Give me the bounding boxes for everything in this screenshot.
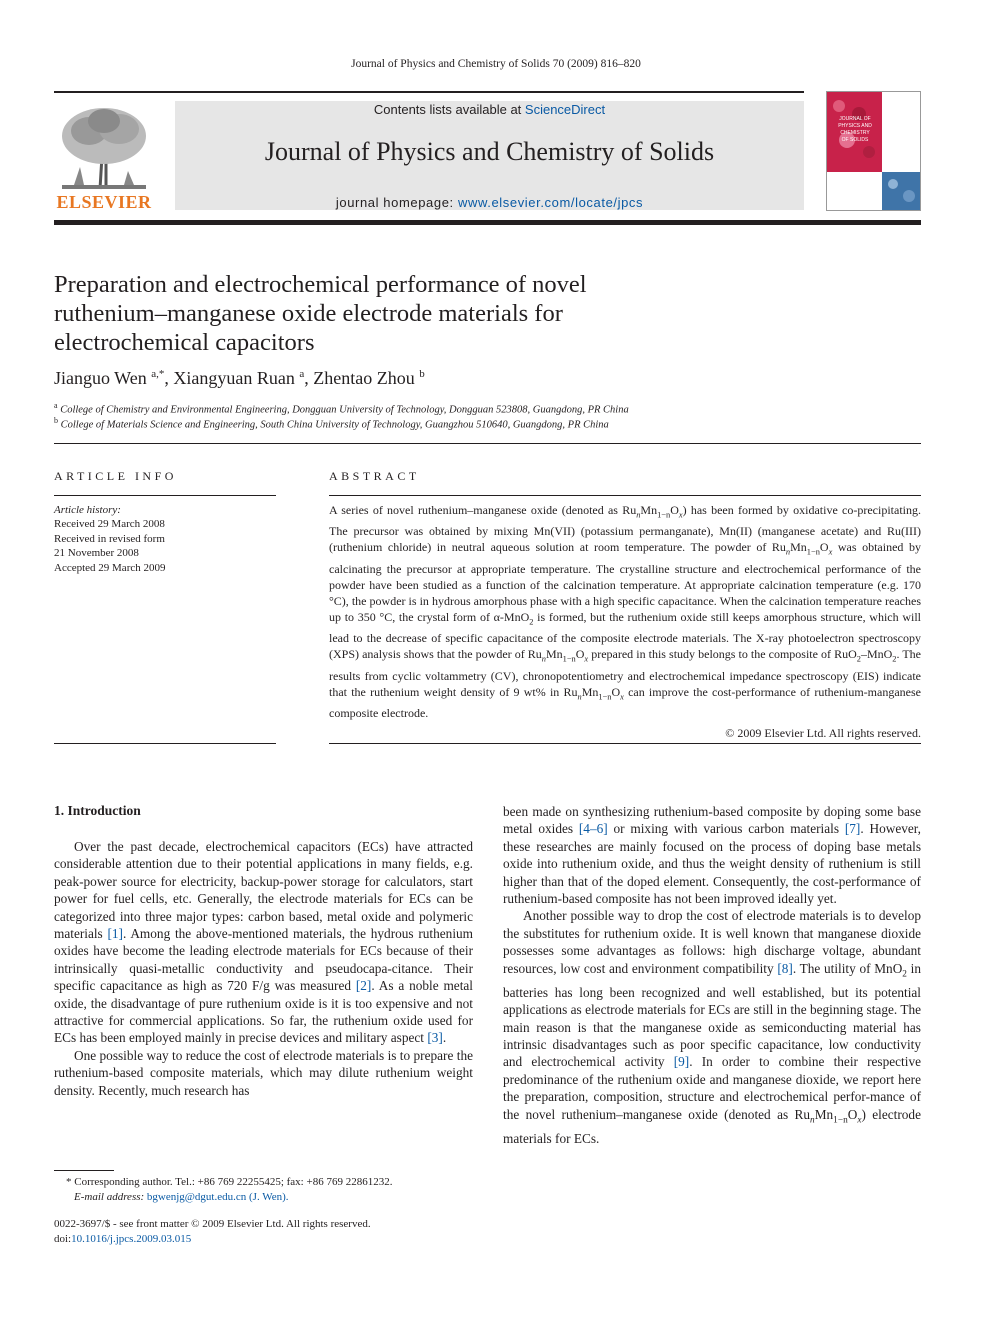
f-mn: Mn — [640, 503, 658, 517]
abstract-seg-7: . The results from cyclic voltammetry (CV), chronopotentiometry and electrochemical impedance spectroscopy (EIS) indicate that the ruthenium weight density of 9 wt% in Ru — [329, 647, 921, 699]
title-line-3: electrochemical capacitors — [54, 329, 315, 356]
cover-text-3: CHEMISTRY — [840, 130, 870, 136]
history-label: Article history: — [54, 504, 121, 516]
article-history — [54, 503, 276, 575]
abstract-heading: ABSTRACT — [329, 469, 420, 483]
sub-2: 2 — [529, 617, 534, 627]
bottom-info — [54, 1217, 484, 1246]
abstract-seg-8: can improve the cost-performance of ruthenium-manganese composite electrode. — [329, 684, 921, 720]
abstract-copyright: © 2009 Elsevier Ltd. All rights reserved. — [725, 726, 921, 740]
f-x: x — [620, 691, 624, 701]
f-1n: 1−n — [806, 547, 820, 557]
history-revised-1: Received in revised form — [54, 532, 165, 545]
affiliation-b-mark: b — [54, 416, 58, 425]
author-1[interactable]: Jianguo Wen — [54, 368, 147, 388]
intro-paragraph-3 — [503, 907, 921, 1147]
author-2[interactable]: Xiangyuan Ruan — [173, 368, 295, 388]
affiliation-b-text: College of Materials Science and Engineering, South China University of Technology, Guangzhou 510640, Guangdong, PR China — [60, 419, 609, 431]
p1-seg-a: Over the past decade, electrochemical capacitors (ECs) have attracted considerable attention due to their potential applications in many fields, e.g. peak-power source for electricity, backup-power storage for calculators, start power for fuel cells, etc. Generally, the electrode materials for ECs can be categorized into three major types: carbon based, metal oxide and polymeric materials — [54, 839, 473, 942]
abstract-bottom-rule — [329, 743, 921, 744]
f-mn: Mn — [545, 647, 563, 662]
journal-title: Journal of Physics and Chemistry of Solids — [264, 137, 715, 166]
history-received: Received 29 March 2008 — [54, 518, 165, 531]
affiliation-b — [54, 416, 854, 431]
f-mn: Mn — [790, 540, 807, 555]
r2-seg-b: . The utility of MnO — [792, 960, 903, 976]
article-info-heading: ARTICLE INFO — [54, 469, 177, 483]
title-line-1: Preparation and electrochemical performance of novel — [54, 271, 587, 298]
f-mn: Mn — [814, 1106, 834, 1122]
f-o: O — [670, 503, 679, 517]
r2-seg-c: in batteries has long been recognized and well established, but its potential applications as electrode materials for ECs are still in the beginning stage. The main reason is that the manganese oxide as semiconducting material has intrinsic disadvantages such as poor specific capacitance, low conductivity and electrochemical activity — [503, 960, 921, 1070]
f-1n: 1−n — [598, 691, 612, 701]
author-1-affiliation-mark[interactable]: a,* — [151, 368, 165, 380]
doi-line — [54, 1232, 484, 1247]
contents-line — [175, 102, 804, 117]
sub-2: 2 — [892, 654, 897, 664]
contents-prefix: Contents lists available at — [373, 102, 525, 117]
article-info-bottom-rule — [54, 743, 276, 744]
intro-paragraph-2-continued — [503, 803, 921, 907]
r1-seg-b: or mixing with various carbon materials — [607, 821, 845, 837]
introduction-heading: 1. Introduction — [54, 803, 141, 818]
journal-cover-art — [827, 92, 920, 210]
doi-label: doi: — [54, 1232, 72, 1245]
f-x: x — [584, 654, 589, 664]
r2-seg-a: Another possible way to drop the cost of electrode materials is to develop the substitutes for ruthenium oxide. It is well known that manganese dioxide possesses some advantages as follows: high discharge voltage, abundant resources, low cost and environment compatibility — [503, 908, 921, 976]
author-2-affiliation-mark[interactable]: a — [299, 368, 305, 380]
footnote-mark: * — [66, 1176, 72, 1188]
issn-line: 0022-3697/$ - see front matter © 2009 Elsevier Ltd. All rights reserved. — [54, 1218, 371, 1230]
f-mn: Mn — [581, 684, 599, 699]
f-1n: 1−n — [562, 654, 576, 664]
abstract-seg-3: was obtained by calcinating the precursor at appropriate temperature. The crystalline structure and electrochemical performance of the powder have been studied as a function of the calcination temperature. At appropriate calcination temperature (e.g. 170 °C), the powder is in hydrous amorphous phase with a high specific capacitance. When the calcination temperature reaches up to 350 °C, the crystal form of α-MnO — [329, 540, 921, 624]
homepage-line — [175, 195, 804, 210]
email-link[interactable]: bgwenjg@dgut.edu.cn — [146, 1191, 247, 1203]
history-revised-2: 21 November 2008 — [54, 547, 139, 560]
homepage-link[interactable]: www.elsevier.com/locate/jpcs — [457, 195, 644, 210]
journal-cover — [826, 91, 921, 211]
author-3-affiliation-mark[interactable]: b — [419, 368, 425, 380]
f-n: n — [810, 1115, 815, 1126]
elsevier-wordmark: ELSEVIER — [56, 192, 152, 212]
footnote-corresponding — [54, 1175, 484, 1190]
ref-2-link[interactable]: [2] — [355, 978, 372, 994]
f-1n: 1−n — [657, 510, 671, 520]
ref-4-6-link[interactable]: [4–6] — [578, 821, 608, 837]
article-title — [54, 270, 754, 357]
abstract-seg-1: A series of novel ruthenium–manganese oxide (denoted as Ru — [329, 503, 637, 517]
f-o: O — [575, 647, 585, 662]
title-bottom-rule — [54, 443, 921, 444]
p1-seg-c: . As a noble metal oxide, the disadvantage of pure ruthenium oxide is it is too expensive and not attractive for commercial applications. So far, the ruthenium oxide used for ECs has been employed mainly in precise devices and military aspect — [54, 978, 473, 1046]
abstract-seg-5: prepared in this study belongs to the composite of RuO — [588, 647, 857, 662]
f-n: n — [636, 510, 641, 520]
article-info-rule — [54, 495, 276, 496]
footnote-email — [54, 1190, 484, 1205]
affiliation-a-mark: a — [54, 401, 58, 410]
left-column — [54, 838, 473, 1099]
sub-2: 2 — [902, 969, 907, 980]
corresponding-footnote — [54, 1175, 484, 1205]
cover-text-4: OF SOLIDS — [841, 137, 869, 143]
f-n: n — [577, 691, 582, 701]
footnote-rule — [54, 1170, 114, 1171]
abstract-seg-2: ) has been formed by oxidative co-precipitating. The precursor was obtained by mixing Mn(VII) (potassium permanganate), Mn(II) (manganese acetate) and Ru(III) (ruthenium chloride) in neutral aqueous solution at room temperature. The powder of Ru — [329, 503, 921, 555]
f-o: O — [611, 684, 621, 699]
affiliation-a-text: College of Chemistry and Environmental Engineering, Dongguan University of Technology, Dongguan 523808, Guangdong, PR China — [60, 404, 629, 416]
abstract-text — [329, 502, 921, 721]
sciencedirect-link[interactable]: ScienceDirect — [524, 102, 606, 117]
affiliation-a — [54, 401, 854, 416]
author-list: Jianguo Wen $^{a,*}$, Xiangyuan Ruan $^a$, Zhentao Zhou $^b$ — [54, 368, 425, 388]
r2-seg-d: . In order to combine their respective predominance of the ruthenium oxide and manganese dioxide, we report here the preparation, composition, structure and electrochemical perfor-mance of the novel ruthenium–manganese oxide (denoted as Ru — [503, 1054, 921, 1122]
intro-paragraph-1 — [54, 838, 473, 1047]
ref-7-link[interactable]: [7] — [844, 821, 861, 837]
r1-seg-a: been made on synthesizing ruthenium-based composite by doping some base metal oxides — [503, 804, 921, 837]
journal-citation: Journal of Physics and Chemistry of Solids 70 (2009) 816–820 — [351, 58, 641, 70]
email-name: (J. Wen). — [246, 1191, 289, 1203]
ref-9-link[interactable]: [9] — [673, 1054, 690, 1070]
doi-link[interactable]: 10.1016/j.jpcs.2009.03.015 — [71, 1232, 192, 1245]
homepage-prefix: journal homepage: — [335, 195, 458, 210]
ref-8-link[interactable]: [8] — [777, 960, 793, 976]
author-3[interactable]: Zhentao Zhou — [313, 368, 415, 388]
ref-1-link[interactable]: [1] — [107, 926, 123, 942]
email-label: E-mail address: — [74, 1191, 147, 1203]
f-x: x — [828, 547, 833, 557]
f-x: x — [678, 510, 683, 520]
abstract-rule — [329, 495, 921, 496]
f-1n: 1−n — [833, 1115, 848, 1126]
r2-seg-e: ) electrode materials for ECs. — [503, 1106, 921, 1146]
f-o: O — [847, 1106, 858, 1122]
right-column — [503, 803, 921, 1147]
ref-3-link[interactable]: [3] — [427, 1030, 443, 1046]
intro-paragraph-2: One possible way to reduce the cost of electrode materials is to prepare the ruthenium-based composite materials, which may dilute ruthenium weight density. Recently, much research has — [54, 1047, 473, 1098]
abstract-seg-4: is formed, but the ruthenium oxide still keeps amorphous structure, which will lead to the decrease of specific capacitance of the composite electrode materials. The X-ray photoelectron spectroscopy (XPS) analysis shows that the powder of Ru — [329, 609, 921, 662]
f-o: O — [819, 540, 829, 555]
f-n: n — [541, 654, 546, 664]
cover-text-2: PHYSICS AND — [838, 123, 872, 129]
f-x: x — [857, 1115, 862, 1126]
cover-text-1: JOURNAL OF — [839, 116, 871, 122]
header-thick-rule — [54, 220, 921, 225]
sub-2: 2 — [856, 654, 861, 664]
title-line-2: ruthenium–manganese oxide electrode materials for — [54, 300, 563, 327]
p1-seg-d: . — [442, 1030, 447, 1046]
f-n: n — [785, 547, 791, 557]
header-top-rule — [54, 91, 804, 93]
history-accepted: Accepted 29 March 2009 — [54, 561, 166, 574]
footnote-corresponding-text: Corresponding author. Tel.: +86 769 22255425; fax: +86 769 22861232. — [71, 1176, 393, 1188]
r1-seg-c: . However, these researches are mainly focused on the process of doping base metals oxide into ruthenium oxide, and thus the weight density of ruthenium is still higher than that of the doped element. Consequently, the cost-performance of ruthenium-based composite has not been improved ideally yet. — [503, 821, 921, 907]
abstract-seg-6: –MnO — [860, 647, 893, 662]
p1-seg-b: . Among the above-mentioned materials, the hydrous ruthenium oxides have become the leading electrode materials for ECs because of their intrinsically quasi-metallic conductivity and pseudocapa-citance. Their specific capacitance as high as 720 F/g was measured — [54, 926, 474, 994]
